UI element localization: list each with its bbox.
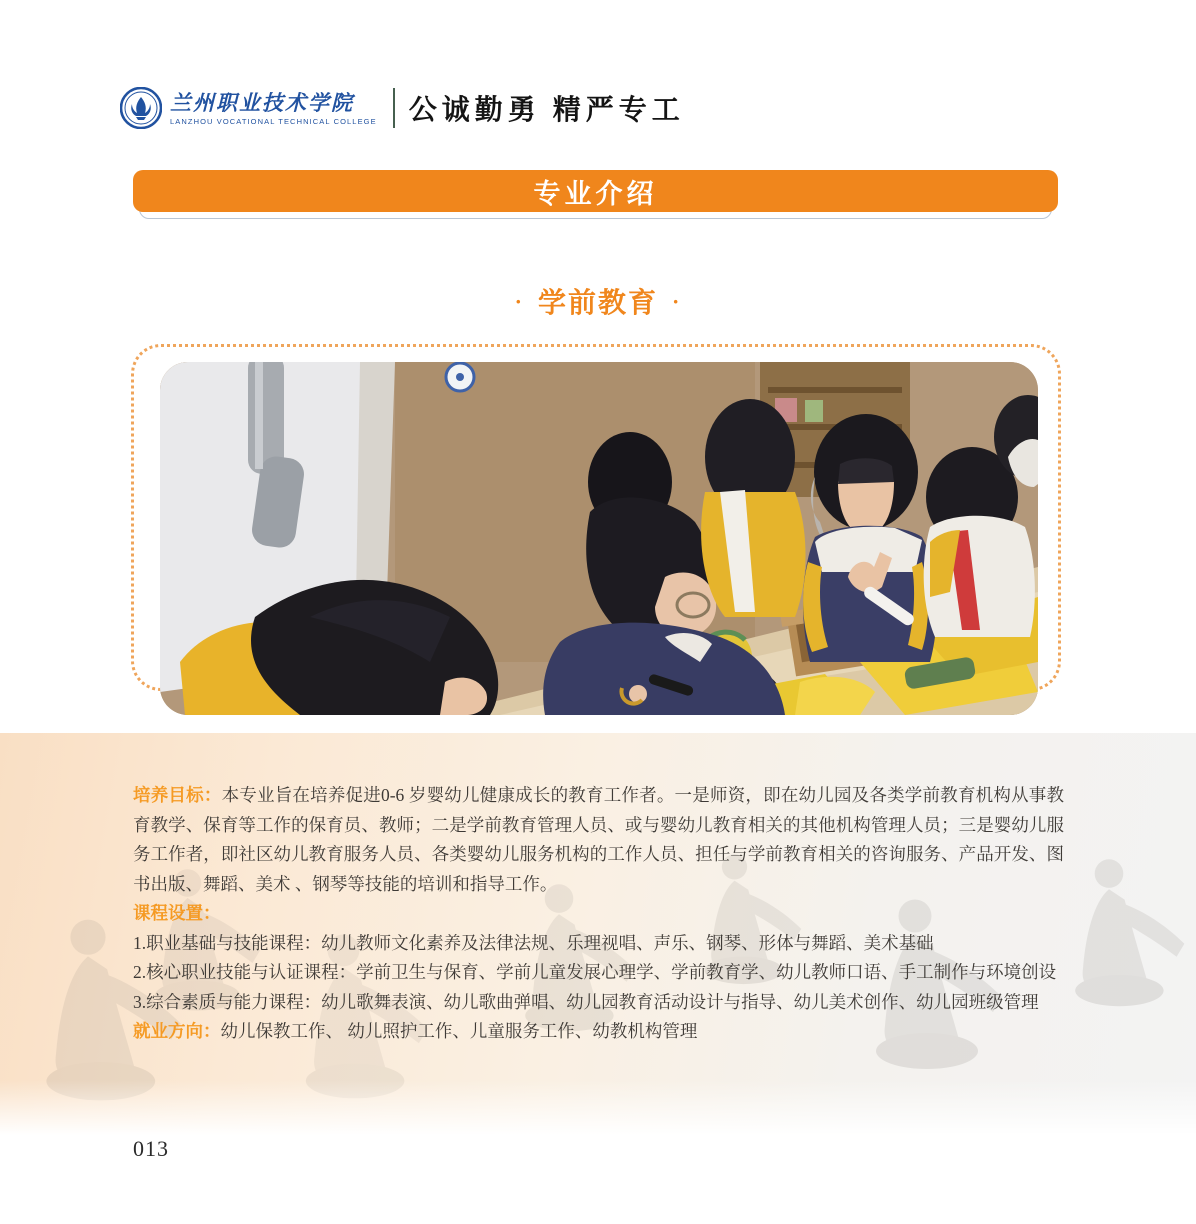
heading-dot-left: · bbox=[514, 289, 524, 314]
header-divider bbox=[393, 88, 395, 128]
major-heading bbox=[0, 281, 1196, 321]
heading-dot-right: · bbox=[672, 289, 682, 314]
major-description bbox=[133, 781, 1064, 1047]
employment-label: 就业方向： bbox=[133, 1021, 221, 1041]
course-item-1: 1.职业基础与技能课程：幼儿教师文化素养及法律法规、乐理视唱、声乐、钢琴、形体与舞蹈、美术基础 bbox=[133, 932, 934, 953]
training-text: 本专业旨在培养促进0-6 岁婴幼儿健康成长的教育工作者。一是师资，即在幼儿园及各类学前教育机构从事教育教学、保育等工作的保育员、教师；二是学前教育管理人员、或与婴幼儿教育相关的其他机构管理人员；三是婴幼儿服务工作者，即社区幼儿教育服务人员、各类婴幼儿服务机构的工作人员、担任与学前教育相关的咨询服务、产品开发、图书出版、舞蹈、美术 、钢琴等技能的培训和指导工作。 bbox=[133, 785, 1064, 894]
content-band bbox=[0, 733, 1196, 1135]
page-header bbox=[120, 84, 685, 132]
courses-label: 课程设置： bbox=[133, 903, 221, 923]
employment-paragraph bbox=[133, 1017, 1064, 1047]
course-item-2: 2.核心职业技能与认证课程：学前卫生与保育、学前儿童发展心理学、学前教育学、幼儿教师口语、手工制作与环境创设 bbox=[133, 962, 1057, 982]
college-name-zh: 兰州职业技术学院 bbox=[170, 90, 354, 115]
college-name-block bbox=[170, 91, 377, 126]
section-banner bbox=[133, 170, 1058, 212]
course-item-3: 3.综合素质与能力课程：幼儿歌舞表演、幼儿歌曲弹唱、幼儿园教育活动设计与指导、幼儿美术创作、幼儿园班级管理 bbox=[133, 991, 1039, 1012]
clock-icon bbox=[446, 363, 474, 391]
training-paragraph bbox=[133, 781, 1064, 899]
training-label: 培养目标： bbox=[133, 785, 222, 805]
section-banner-title: 专业介绍 bbox=[533, 178, 658, 209]
band-bottom-fade bbox=[0, 1080, 1196, 1135]
student-middle bbox=[701, 399, 805, 617]
college-motto: 公诚勤勇 精严专工 bbox=[408, 95, 685, 126]
college-logo-icon bbox=[120, 87, 162, 129]
courses-label-line bbox=[133, 899, 1064, 929]
employment-text: 幼儿保教工作、 幼儿照护工作、儿童服务工作、幼教机构管理 bbox=[220, 1021, 698, 1041]
page-number: 013 bbox=[133, 1136, 169, 1161]
major-title: 学前教育 bbox=[537, 288, 658, 319]
college-name-en: LANZHOU VOCATIONAL TECHNICAL COLLEGE bbox=[170, 116, 377, 126]
classroom-photo bbox=[160, 362, 1038, 715]
